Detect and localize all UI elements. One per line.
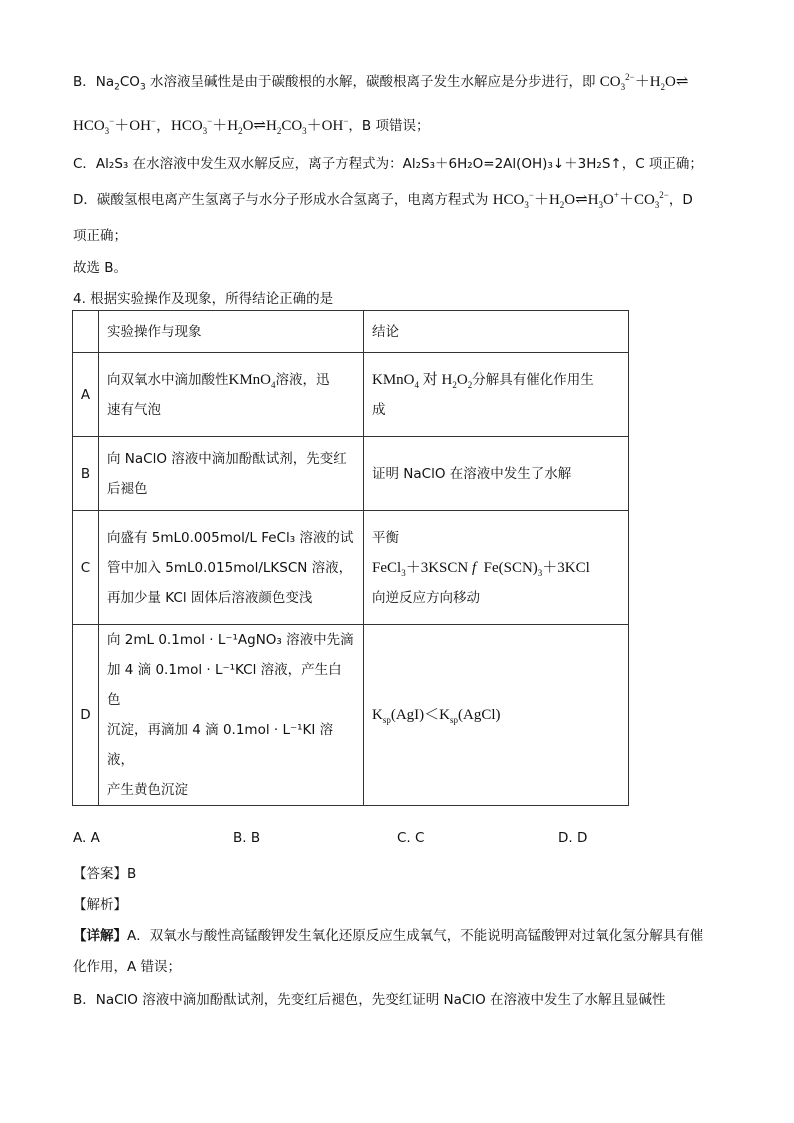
row-d-op-line4: 产生黄色沉淀: [107, 782, 188, 798]
header-operation: 实验操作与现象: [99, 311, 364, 353]
row-c-op-line2: 管中加入 5mL0.015mol/LKSCN 溶液，: [107, 559, 353, 576]
equation-co3-hydrolysis-start: $CO_3^{2-}+H_2O\rightleftharpoons$: [599, 72, 689, 92]
table-row-d: [73, 625, 629, 806]
analysis-heading: 【解析】: [73, 897, 127, 913]
equation-hco3-ionization: $HCO_3^-+H_2O\rightleftharpoons H_3O^++CO_3^{2-}$: [492, 190, 669, 210]
row-b-operation: [99, 437, 364, 511]
header-conclusion: 结论: [364, 311, 629, 353]
option-b-text: 水溶液呈碱性是由于碳酸根的水解，碳酸根离子发生水解应是分步进行，即: [149, 74, 596, 90]
choice-a: A. A: [73, 830, 100, 846]
row-d-op-line2: 加 4 滴 0.1mol · L⁻¹KCl 溶液，产生白色: [107, 662, 342, 708]
row-a-op-line2: 速有气泡: [107, 401, 161, 418]
choose-line: 故选 B。: [73, 260, 128, 276]
row-a-conc-line2: 成: [372, 401, 386, 418]
row-d-operation: [99, 625, 364, 806]
row-a-op-text2: 溶液，迅: [275, 371, 330, 388]
table-row-c: [73, 511, 629, 625]
row-a-operation: [99, 353, 364, 437]
option-c-line: C．Al₂S₃ 在水溶液中发生双水解反应，离子方程式为：Al₂S₃＋6H₂O=2Al(OH)₃↓＋3H₂S↑，C 项正确；: [73, 156, 703, 172]
row-d-op-line1: 向 2mL 0.1mol · L⁻¹AgNO₃ 溶液中先滴: [107, 632, 354, 648]
row-b-op-line1: 向 NaClO 溶液中滴加酚酞试剂，先变红: [107, 450, 347, 467]
answer-line: 【答案】B: [73, 866, 137, 882]
choice-c: C. C: [397, 830, 425, 846]
option-d-line1: [73, 188, 693, 209]
choice-d: D. D: [558, 830, 588, 846]
option-b-line2: [73, 114, 429, 135]
row-c-operation: [99, 511, 364, 625]
row-a-conc-text: 分解具有催化作用生: [472, 371, 594, 388]
row-a-conclusion: [364, 353, 629, 437]
row-d-conclusion: [364, 625, 629, 806]
row-letter: C: [73, 511, 99, 625]
detail-line3: B．NaClO 溶液中滴加酚酞试剂，先变红后褪色，先变红证明 NaClO 在溶液中发生了水解且显碱性: [73, 992, 666, 1008]
experiment-table: [72, 310, 629, 806]
row-c-conclusion: [364, 511, 629, 625]
kmno4-h2o2-formula: KMnO$_4$ 对 $H_2O_2$: [372, 371, 473, 390]
question-stem: 4. 根据实验操作及现象，所得结论正确的是: [73, 291, 334, 307]
row-c-conc-line3: 向逆反应方向移动: [372, 589, 480, 606]
row-a-op-text1: 向双氧水中滴加酸性: [107, 371, 229, 388]
option-b-conclusion: ，B 项错误；: [348, 118, 430, 134]
row-b-op-line2: 后褪色: [107, 480, 148, 497]
equation-hco3-hydrolysis: $HCO_3^-+OH^-$，$HCO_3^-+H_2O\rightleftharpoons H_2CO_3+OH^-$: [73, 116, 349, 136]
detail-tag: 【详解】: [73, 928, 127, 944]
row-letter: A: [73, 353, 99, 437]
row-d-op-line3: 沉淀，再滴加 4 滴 0.1mol · L⁻¹KI 溶液，: [107, 722, 334, 768]
detail-line1: [73, 924, 703, 944]
row-c-op-line3: 再加少量 KCl 固体后溶液颜色变浅: [107, 589, 313, 606]
equilibrium-equation: FeCl$_3$＋3KSCN f $Fe(SCN)_3+3KCl$: [372, 559, 590, 578]
option-b-prefix: B．Na: [73, 74, 115, 90]
row-letter: B: [73, 437, 99, 511]
option-d-tail: ，D: [668, 192, 693, 208]
choice-b: B. B: [233, 830, 261, 846]
row-letter: D: [73, 625, 99, 806]
row-c-conc-line1: 平衡: [372, 529, 399, 546]
header-blank: [73, 311, 99, 353]
row-c-op-line1: 向盛有 5mL0.005mol/L FeCl₃ 溶液的试: [107, 529, 354, 546]
row-b-conclusion: 证明 NaClO 在溶液中发生了水解: [364, 437, 629, 511]
table-row-b: [73, 437, 629, 511]
option-d-text: D．碳酸氢根电离产生氢离子与水分子形成水合氢离子，电离方程式为: [73, 192, 489, 208]
table-row-a: [73, 353, 629, 437]
kmno4-formula: KMnO$_4$: [228, 371, 276, 390]
option-d-line2: 项正确；: [73, 228, 127, 244]
table-header-row: [73, 311, 629, 353]
detail-line2: 化作用，A 错误；: [73, 959, 182, 975]
option-b-line1: B．$Na_2CO_3$ 水溶液呈碱性是由于碳酸根的水解，碳酸根离子发生水解应是分步进行，即 $CO_3^{2-}+H_2O\rightleftharpoons$: [73, 72, 689, 93]
ksp-comparison: $K_{sp}(AgI)<K_{sp}(AgCl)$: [372, 707, 501, 725]
detail-text1: A．双氧水与酸性高锰酸钾发生氧化还原反应生成氧气，不能说明高锰酸钾对过氧化氢分解具有催: [127, 928, 704, 944]
